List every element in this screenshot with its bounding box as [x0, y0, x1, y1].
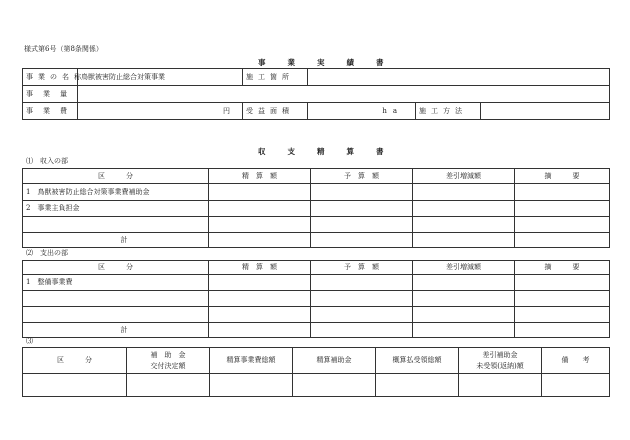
jueki-menseki-label: 受益面積 — [243, 103, 308, 120]
jueki-menseki-ha: ha — [308, 103, 416, 120]
income-row-label: 2 事業主負担金 — [23, 201, 209, 217]
subsidy-table — [22, 347, 610, 397]
income-total-label: 計 — [23, 233, 209, 248]
jisseki-table — [22, 68, 610, 120]
subsidy-header-sabiki — [459, 348, 542, 374]
income-header-sabiki: 差引増減額 — [413, 169, 515, 184]
income-table — [22, 168, 610, 248]
jigyo-hi-label: 事業費 — [23, 103, 78, 120]
jigyo-name-label: 事業の名称 — [23, 69, 78, 86]
income-row-label — [23, 217, 209, 233]
expense-total-label: 計 — [23, 323, 209, 338]
income-header-seisan: 精 算 額 — [209, 169, 311, 184]
income-header-kubun: 区 分 — [23, 169, 209, 184]
subsidy-heading: ⑶ — [26, 337, 33, 345]
subsidy-header-kettei-text: 補 助 金 交付決定額 — [150, 351, 186, 370]
jigyo-name-value: 鳥獣被害防止総合対策事業 — [78, 69, 243, 86]
income-row-label: 1 鳥獣被害防止総合対策事業費補助金 — [23, 184, 209, 201]
expense-header-sabiki: 差引増減額 — [413, 261, 515, 275]
expense-row-label: 1 整備事業費 — [23, 275, 209, 291]
expense-header-yosan: 予 算 額 — [311, 261, 413, 275]
expense-row-label — [23, 291, 209, 307]
jigyo-ryo-label: 事業量 — [23, 86, 78, 103]
expense-row-label — [23, 307, 209, 323]
expense-table — [22, 260, 610, 338]
subsidy-header-gaisan: 概算払受領総額 — [376, 348, 459, 374]
income-heading: ⑴ 収入の部 — [26, 157, 68, 165]
expense-heading: ⑵ 支出の部 — [26, 249, 68, 257]
subsidy-header-hojokin: 精算補助金 — [293, 348, 376, 374]
expense-header-kubun: 区 分 — [23, 261, 209, 275]
sekou-kasho-label: 施工箇所 — [243, 69, 308, 86]
report-title: 事業実績書 — [258, 58, 406, 67]
jigyo-hi-yen: 円 — [78, 103, 243, 120]
sekou-houhou-label: 施工方法 — [416, 103, 481, 120]
sekou-houhou-value — [481, 103, 610, 120]
income-header-tekiyo: 摘 要 — [515, 169, 610, 184]
income-header-yosan: 予 算 額 — [311, 169, 413, 184]
jigyo-ryo-value — [78, 86, 610, 103]
sekou-kasho-value — [308, 69, 610, 86]
expense-header-seisan: 精 算 額 — [209, 261, 311, 275]
subsidy-header-kettei — [127, 348, 210, 374]
subsidy-header-sabiki-text: 差引補助金 未受領(返納)額 — [476, 351, 524, 370]
expense-header-tekiyo: 摘 要 — [515, 261, 610, 275]
subsidy-header-biko: 備 考 — [542, 348, 610, 374]
form-label: 様式第6号（第8条関係） — [24, 45, 103, 53]
shushi-title: 収支精算書 — [258, 147, 406, 156]
subsidy-header-jigyohi: 精算事業費総額 — [210, 348, 293, 374]
subsidy-header-kubun: 区 分 — [23, 348, 127, 374]
